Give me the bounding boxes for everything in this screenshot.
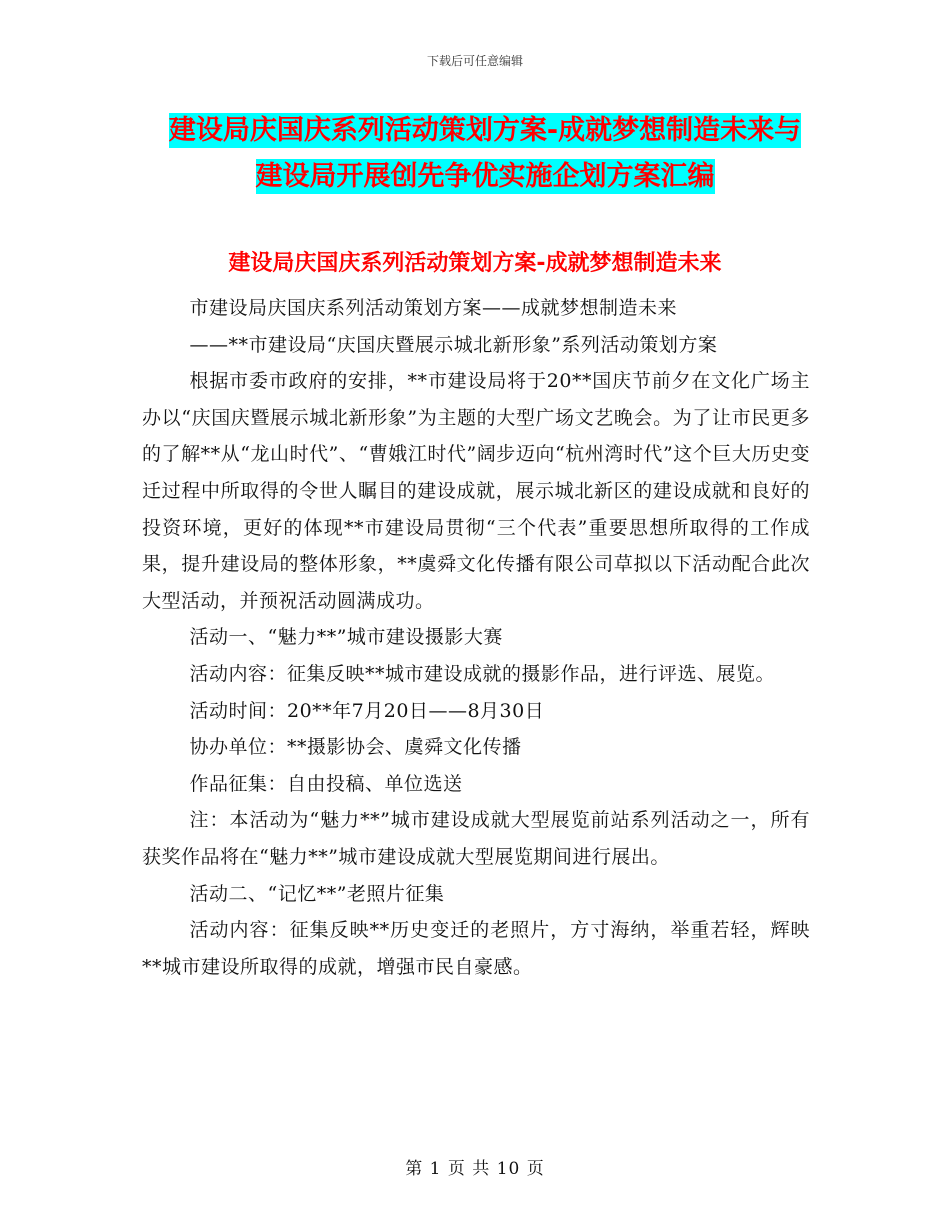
paragraph: 根据市委市政府的安排，**市建设局将于20**国庆节前夕在文化广场主办以“庆国庆暨展示城北新形象”为主题的大型广场文艺晚会。为了让市民更多的了解**从“龙山时代”、“曹娥江时代”阔步迈向“杭州湾时代”这个巨大历史变迁过程中所取得的令世人瞩目的建设成就，展示城北新区的建设成就和良好的投资环境，更好的体现**市建设局贯彻“三个代表”重要思想所取得的工作成果，提升建设局的整体形象，**虞舜文化传播有限公司草拟以下活动配合此次大型活动，并预祝活动圆满成功。 xyxy=(142,370,810,612)
paragraph: 活动一、“魅力**”城市建设摄影大赛 xyxy=(189,626,503,649)
section-title: 建设局庆国庆系列活动策划方案-成就梦想制造未来 xyxy=(228,251,722,276)
header-note: 下载后可任意编辑 xyxy=(426,54,523,68)
paragraph: 活动时间：20**年7月20日——8月30日 xyxy=(189,699,545,722)
paragraph: 协办单位：**摄影协会、虞舜文化传播 xyxy=(189,736,522,759)
title-line-2: 建设局开展创先争优实施企划方案汇编 xyxy=(255,161,715,192)
document-body xyxy=(142,290,810,985)
paragraph: 活动内容：征集反映**历史变迁的老照片，方寸海纳，举重若轻，辉映**城市建设所取得的成就，增强市民自豪感。 xyxy=(142,919,810,978)
paragraph: 作品征集：自由投稿、单位选送 xyxy=(189,772,463,795)
document-title xyxy=(140,108,830,200)
title-line-1: 建设局庆国庆系列活动策划方案-成就梦想制造未来与 xyxy=(168,115,802,146)
page-number-footer: 第 1 页 共 10 页 xyxy=(405,1159,545,1179)
paragraph: 活动二、“记忆**”老照片征集 xyxy=(189,882,445,905)
paragraph: ——**市建设局“庆国庆暨展示城北新形象”系列活动策划方案 xyxy=(189,333,718,356)
paragraph: 市建设局庆国庆系列活动策划方案——成就梦想制造未来 xyxy=(189,297,678,319)
paragraph: 注：本活动为“魅力**”城市建设成就大型展览前站系列活动之一，所有获奖作品将在“魅力**”城市建设成就大型展览期间进行展出。 xyxy=(142,809,810,868)
paragraph: 活动内容：征集反映**城市建设成就的摄影作品，进行评选、展览。 xyxy=(189,662,776,685)
